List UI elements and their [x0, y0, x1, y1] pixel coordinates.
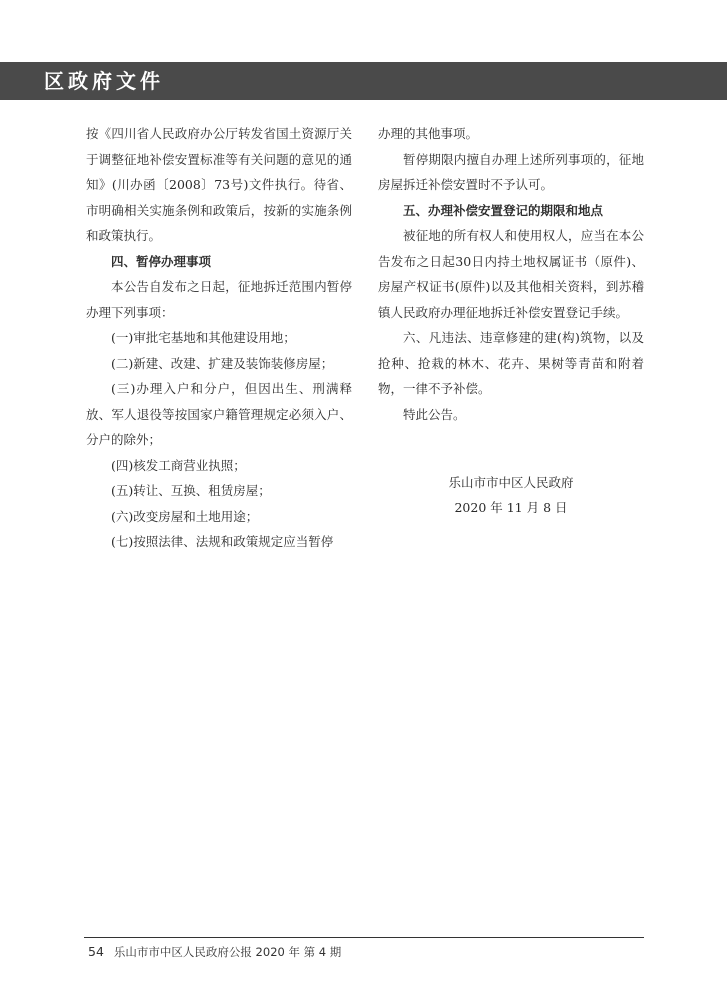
- section-heading: 五、办理补偿安置登记的期限和地点: [403, 202, 604, 218]
- right-column: [378, 121, 644, 427]
- page-number: 54: [88, 944, 104, 959]
- footer: [88, 944, 341, 960]
- paragraph: 被征地的所有权人和使用权人，应当在本公告发布之日起30日内持土地权属证书（原件)、房屋产权证书(原件)以及其他相关资料，到苏稽镇人民政府办理征地拆迁补偿安置登记手续。: [378, 228, 644, 320]
- list-item: (七)按照法律、法规和政策规定应当暂停: [111, 534, 334, 549]
- list-item: (二)新建、改建、扩建及装饰装修房屋；: [111, 355, 334, 371]
- list-item: (六)改变房屋和土地用途；: [111, 508, 259, 524]
- section-heading: 四、暂停办理事项: [111, 253, 212, 269]
- list-item: (三)办理入户和分户，但因出生、刑满释放、军人退役等按国家户籍管理规定必须入户、分户的除外；: [86, 381, 352, 447]
- section-title: 区政府文件: [44, 69, 164, 93]
- paragraph: 六、凡违法、违章修建的建(构)筑物，以及抢种、抢栽的林木、花卉、果树等青苗和附着物，一律不予补偿。: [378, 330, 644, 396]
- paragraph: 特此公告。: [403, 406, 466, 422]
- paragraph: 本公告自发布之日起，征地拆迁范围内暂停办理下列事项：: [86, 279, 352, 320]
- paragraph: 办理的其他事项。: [378, 126, 479, 141]
- paragraph: 按《四川省人民政府办公厅转发省国土资源厅关于调整征地补偿安置标准等有关问题的意见的通知》(川办函〔2008〕73号)文件执行。待省、市明确相关实施条例和政策后，按新的实施条例和政策执行。: [86, 126, 352, 243]
- publication-name: 乐山市市中区人民政府公报 2020 年 第 4 期: [113, 945, 342, 959]
- left-column: [86, 121, 352, 555]
- footer-divider: [84, 937, 644, 938]
- header-bar: [0, 62, 727, 100]
- paragraph: 暂停期限内擅自办理上述所列事项的，征地房屋拆迁补偿安置时不予认可。: [378, 151, 644, 192]
- signature-date: 2020 年 11 月 8 日: [454, 500, 568, 515]
- list-item: (四)核发工商营业执照；: [111, 457, 246, 473]
- signature-org: 乐山市市中区人民政府: [448, 475, 574, 490]
- list-item: (一)审批宅基地和其他建设用地；: [111, 330, 296, 345]
- list-item: (五)转让、互换、租赁房屋；: [111, 483, 271, 498]
